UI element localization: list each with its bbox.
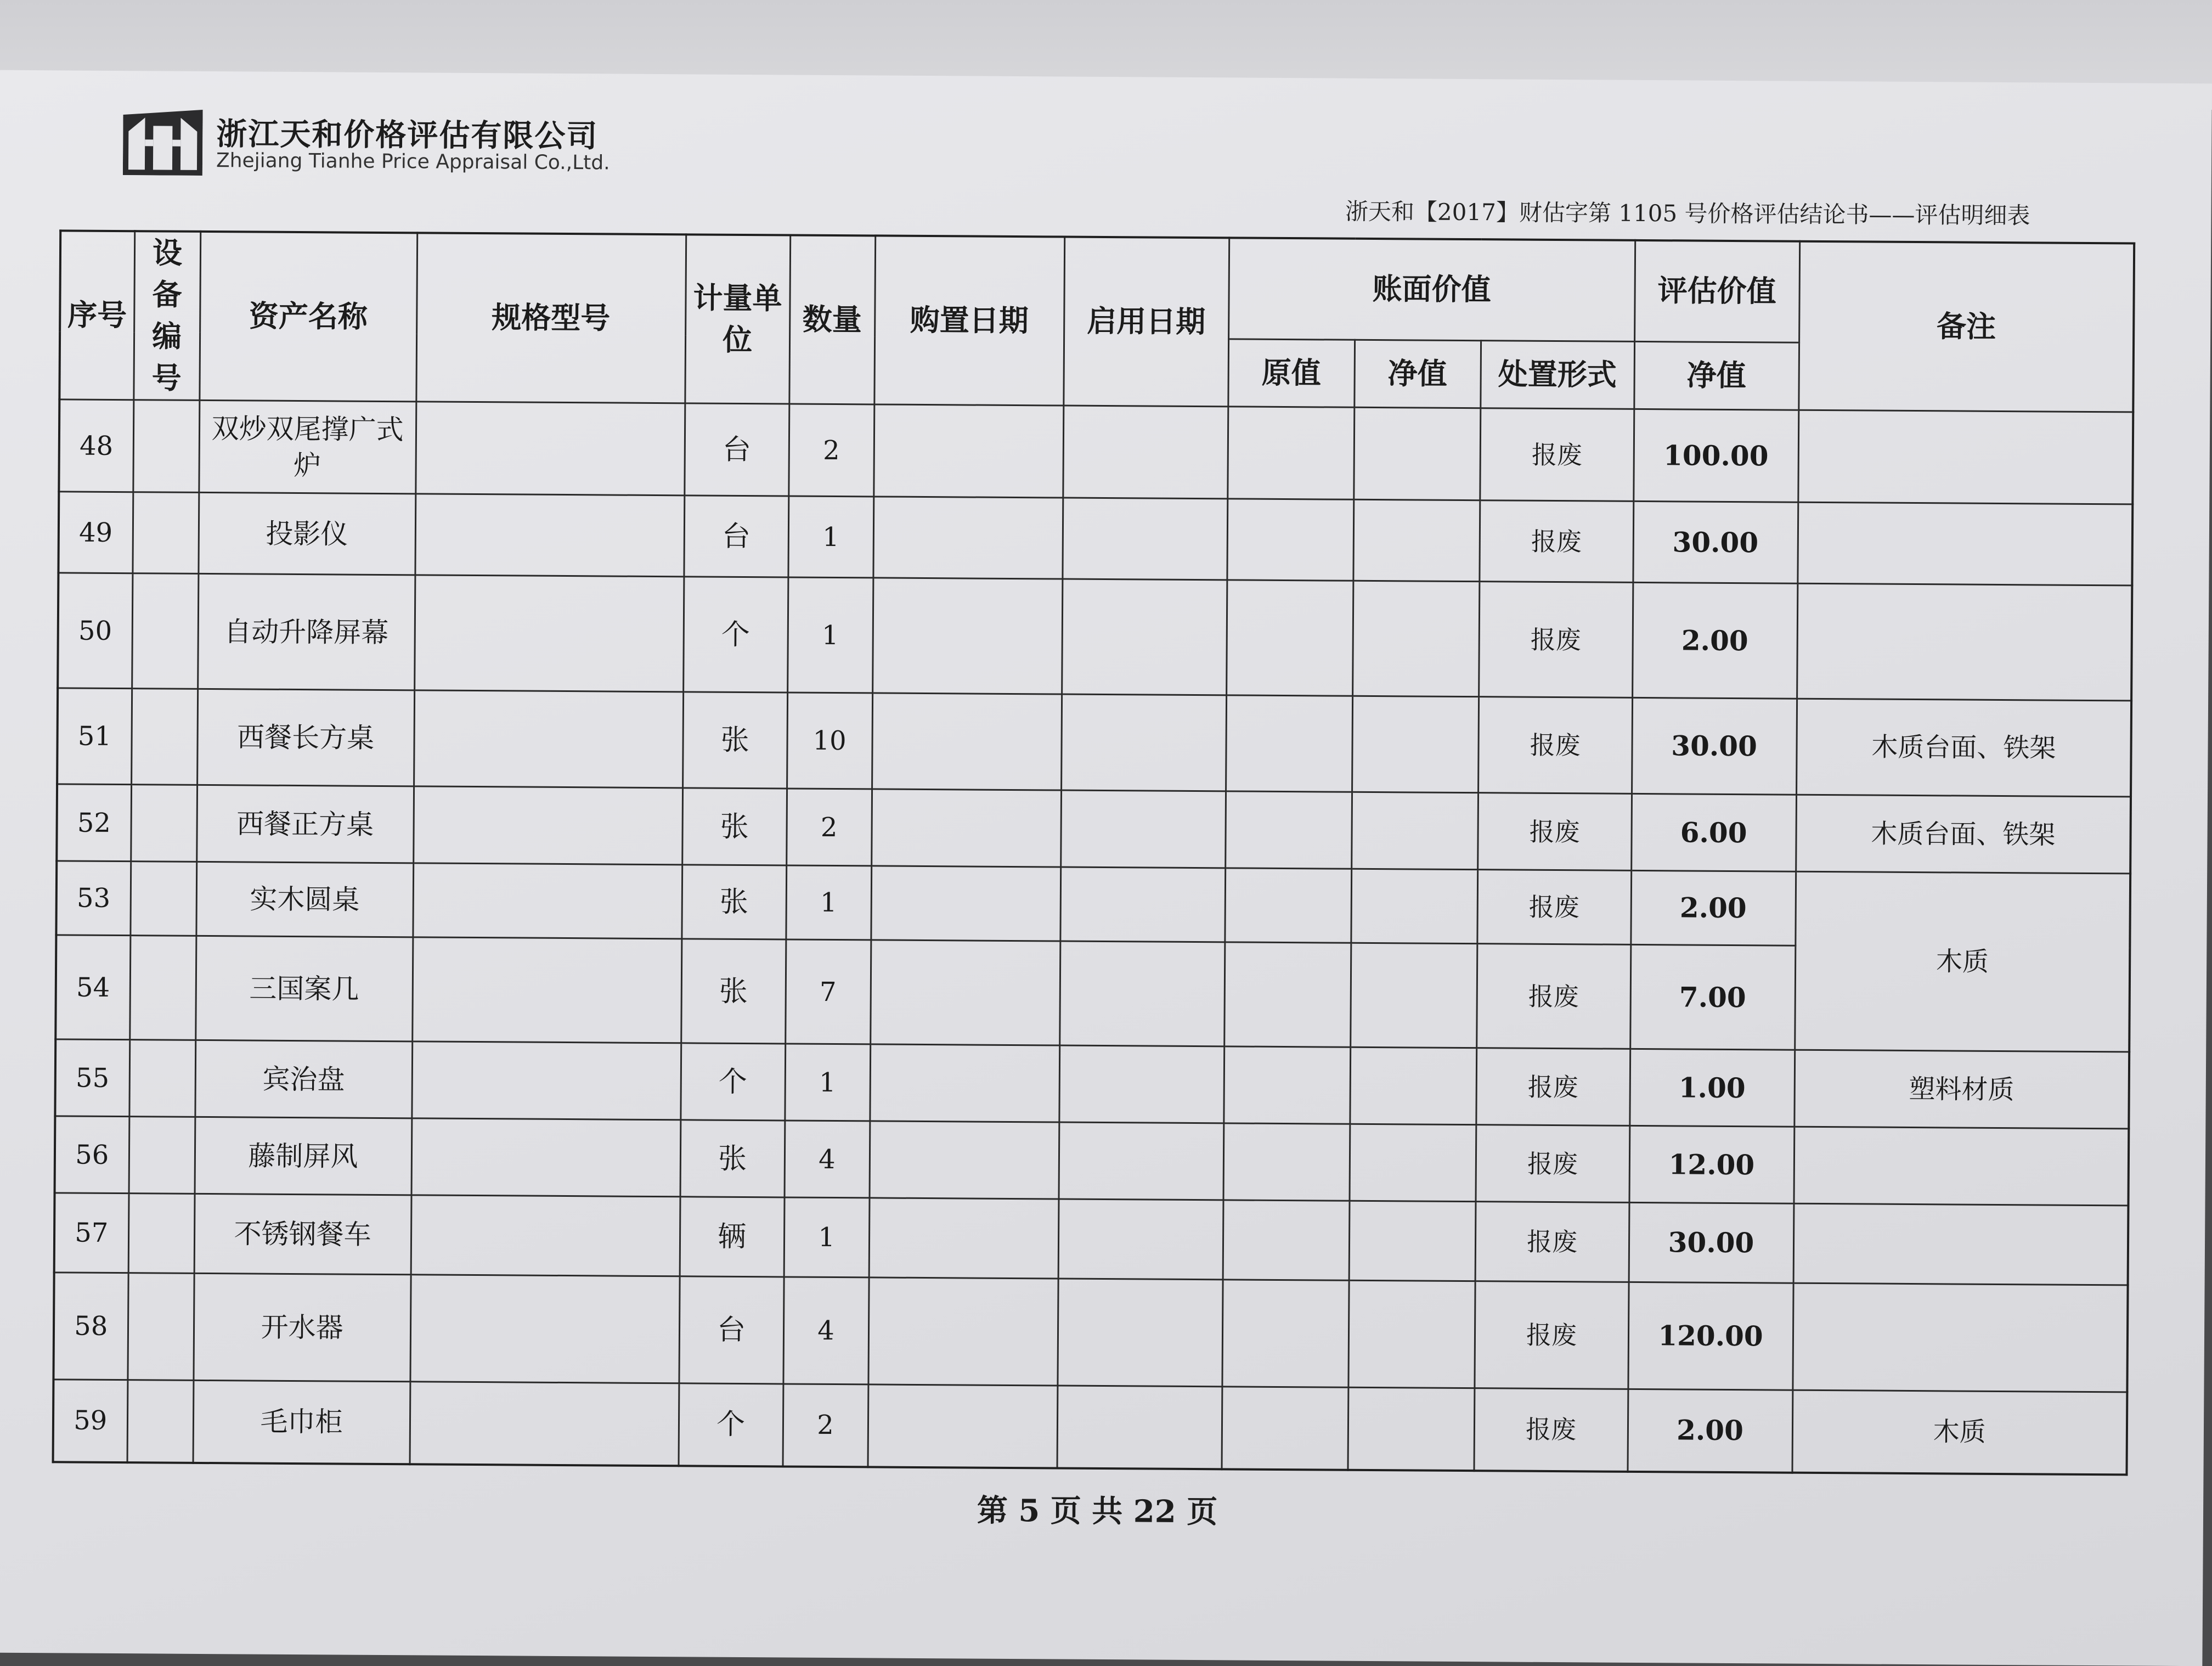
- cell-disposal: 报废: [1478, 697, 1632, 794]
- cell-unit: 台: [684, 496, 788, 577]
- cell-remark: 木质台面、铁架: [1796, 699, 2131, 797]
- col-spec: 规格型号: [416, 233, 686, 403]
- cell-original: [1222, 1280, 1348, 1387]
- cell-seq: 49: [58, 492, 133, 573]
- cell-unit: 个: [679, 1383, 783, 1466]
- cell-appraised-net: 2.00: [1627, 1389, 1792, 1472]
- cell-appraised-net: 2.00: [1632, 582, 1797, 699]
- cell-purchase-date: [870, 940, 1060, 1045]
- cell-device-no: [132, 492, 199, 574]
- cell-purchase-date: [872, 693, 1062, 790]
- cell-appraised-net: 1.00: [1629, 1049, 1795, 1127]
- table-row: [54, 1193, 2129, 1285]
- col-asset-name: 资产名称: [199, 232, 417, 402]
- cell-disposal: 报废: [1479, 582, 1633, 698]
- table-row: [56, 861, 2130, 948]
- company-logo: [123, 109, 672, 184]
- cell-seq: 53: [56, 861, 131, 936]
- cell-start-date: [1062, 498, 1227, 580]
- cell-qty: 1: [788, 496, 873, 578]
- cell-spec: [411, 1042, 681, 1120]
- cell-unit: 张: [681, 865, 786, 939]
- cell-start-date: [1058, 1199, 1223, 1280]
- cell-original: [1223, 1046, 1350, 1124]
- table-row: [58, 573, 2132, 701]
- cell-net: [1349, 1124, 1476, 1201]
- cell-net: [1350, 1047, 1476, 1124]
- cell-disposal: 报废: [1477, 870, 1631, 945]
- cell-net: [1351, 869, 1477, 943]
- cell-spec: [411, 1118, 681, 1197]
- cell-net: [1353, 407, 1480, 500]
- cell-remark: [1798, 410, 2133, 504]
- cell-seq: 58: [53, 1273, 128, 1380]
- col-original: 原值: [1228, 339, 1355, 408]
- cell-net: [1353, 499, 1480, 581]
- cell-start-date: [1059, 941, 1224, 1046]
- cell-net: [1348, 1387, 1475, 1470]
- cell-appraised-net: 100.00: [1633, 409, 1798, 502]
- cell-appraised-net: 30.00: [1632, 697, 1797, 795]
- col-appraised-value: 评估价值: [1634, 240, 1799, 342]
- cell-unit: 张: [681, 939, 786, 1044]
- col-qty: 数量: [789, 235, 875, 404]
- company-name-en: Zhejiang Tianhe Price Appraisal Co.,Ltd.: [216, 149, 610, 175]
- cell-original: [1223, 1200, 1350, 1280]
- cell-unit: 台: [679, 1276, 783, 1384]
- col-seq: 序号: [59, 230, 134, 399]
- cell-purchase-date: [873, 497, 1063, 579]
- cell-disposal: 报废: [1476, 1048, 1630, 1126]
- cell-device-no: [131, 785, 197, 862]
- cell-disposal: 报废: [1475, 1125, 1629, 1203]
- cell-start-date: [1060, 867, 1225, 942]
- cell-original: [1224, 868, 1351, 943]
- cell-spec: [414, 690, 683, 788]
- cell-appraised-net: 2.00: [1630, 870, 1796, 945]
- cell-qty: 4: [785, 1121, 870, 1198]
- cell-original: [1227, 499, 1353, 581]
- cell-net: [1351, 792, 1478, 869]
- cell-seq: 51: [57, 688, 132, 785]
- cell-qty: 10: [787, 693, 872, 789]
- cell-appraised-net: 12.00: [1629, 1125, 1794, 1203]
- cell-remark: 木质: [1795, 871, 2130, 1052]
- cell-qty: 1: [786, 865, 871, 940]
- table-row: [53, 1380, 2128, 1474]
- cell-device-no: [127, 1380, 194, 1463]
- cell-start-date: [1057, 1279, 1222, 1387]
- cell-net: [1352, 696, 1479, 792]
- cell-appraised-net: 7.00: [1630, 944, 1795, 1050]
- cell-device-no: [133, 400, 199, 493]
- cell-start-date: [1061, 694, 1226, 791]
- company-logo-icon: [123, 109, 203, 176]
- cell-seq: 52: [57, 784, 131, 862]
- col-remark: 备注: [1798, 241, 2134, 412]
- cell-purchase-date: [871, 866, 1060, 941]
- cell-original: [1223, 1123, 1350, 1201]
- cell-device-no: [128, 1194, 195, 1274]
- cell-unit: 张: [682, 788, 787, 865]
- cell-unit: 台: [684, 403, 789, 496]
- cell-spec: [411, 1195, 680, 1276]
- cell-device-no: [130, 862, 196, 936]
- cell-spec: [415, 494, 684, 577]
- cell-start-date: [1062, 579, 1227, 695]
- cell-asset-name: 不锈钢餐车: [194, 1194, 411, 1274]
- cell-disposal: 报废: [1476, 944, 1630, 1049]
- cell-seq: 56: [55, 1116, 129, 1194]
- table-row: [58, 492, 2132, 586]
- cell-spec: [410, 1382, 679, 1466]
- cell-qty: 7: [785, 939, 871, 1044]
- cell-qty: 4: [783, 1277, 868, 1384]
- cell-original: [1222, 1387, 1348, 1470]
- cell-disposal: 报废: [1474, 1388, 1628, 1472]
- cell-unit: 张: [680, 1120, 785, 1197]
- cell-unit: 个: [680, 1043, 785, 1121]
- cell-original: [1226, 695, 1352, 792]
- cell-qty: 1: [787, 577, 873, 693]
- cell-net: [1350, 943, 1477, 1048]
- cell-spec: [415, 402, 685, 496]
- cell-device-no: [132, 573, 198, 689]
- cell-disposal: 报废: [1480, 408, 1634, 502]
- cell-remark: 塑料材质: [1794, 1050, 2129, 1129]
- cell-asset-name: 开水器: [193, 1273, 410, 1381]
- cell-asset-name: 毛巾柜: [193, 1380, 410, 1464]
- cell-appraised-net: 120.00: [1628, 1282, 1793, 1390]
- cell-asset-name: 西餐长方桌: [197, 689, 414, 786]
- cell-purchase-date: [870, 1044, 1059, 1122]
- cell-net: [1349, 1201, 1476, 1281]
- cell-device-no: [129, 1117, 195, 1194]
- cell-qty: 2: [786, 789, 872, 866]
- cell-asset-name: 西餐正方桌: [196, 785, 414, 863]
- table-row: [59, 399, 2133, 504]
- cell-disposal: 报废: [1474, 1281, 1628, 1389]
- cell-appraised-net: 6.00: [1631, 793, 1796, 871]
- table-row: [57, 688, 2131, 797]
- appraisal-detail-table: [52, 229, 2136, 1476]
- cell-asset-name: 宾治盘: [195, 1040, 412, 1118]
- cell-seq: 54: [55, 935, 130, 1040]
- cell-spec: [413, 786, 682, 865]
- cell-asset-name: 自动升降屏幕: [198, 573, 415, 690]
- page-number: 第 5 页 共 22 页: [977, 1492, 1218, 1530]
- document-reference: 浙天和【2017】财估字第 1105 号价格评估结论书——评估明细表: [1345, 198, 2030, 229]
- document-page: [0, 70, 2212, 1666]
- cell-purchase-date: [868, 1277, 1058, 1386]
- table-row: [55, 1116, 2129, 1206]
- cell-qty: 1: [784, 1197, 870, 1277]
- table-row: [57, 784, 2131, 874]
- cell-purchase-date: [870, 1121, 1059, 1199]
- cell-seq: 48: [59, 399, 133, 492]
- company-name-cn: 浙江天和价格评估有限公司: [216, 116, 599, 155]
- cell-spec: [410, 1275, 679, 1383]
- cell-device-no: [129, 936, 196, 1040]
- cell-qty: 1: [785, 1044, 870, 1121]
- cell-net: [1352, 581, 1479, 696]
- col-appraised-net: 净值: [1634, 341, 1799, 410]
- cell-qty: 2: [788, 404, 874, 497]
- cell-disposal: 报废: [1479, 500, 1633, 583]
- cell-asset-name: 三国案几: [195, 936, 413, 1041]
- cell-seq: 50: [58, 573, 132, 689]
- cell-appraised-net: 30.00: [1629, 1202, 1794, 1283]
- cell-seq: 55: [55, 1039, 129, 1117]
- col-disposal: 处置形式: [1480, 340, 1634, 409]
- cell-start-date: [1063, 406, 1228, 499]
- cell-original: [1226, 580, 1353, 696]
- cell-remark: 木质: [1792, 1390, 2127, 1474]
- cell-seq: 59: [53, 1380, 128, 1462]
- cell-original: [1225, 791, 1352, 869]
- cell-remark: [1792, 1283, 2128, 1392]
- cell-unit: 辆: [680, 1197, 785, 1277]
- cell-device-no: [129, 1040, 195, 1117]
- cell-purchase-date: [872, 578, 1062, 694]
- cell-appraised-net: 30.00: [1633, 501, 1798, 583]
- cell-remark: [1797, 583, 2132, 701]
- cell-remark: [1793, 1203, 2129, 1285]
- cell-purchase-date: [871, 789, 1061, 867]
- cell-device-no: [127, 1273, 194, 1381]
- cell-original: [1224, 942, 1351, 1047]
- cell-remark: 木质台面、铁架: [1796, 795, 2131, 874]
- cell-remark: [1797, 502, 2132, 586]
- table-row: [55, 1039, 2129, 1129]
- cell-disposal: 报废: [1475, 1202, 1629, 1282]
- cell-start-date: [1059, 1045, 1224, 1123]
- cell-asset-name: 藤制屏风: [195, 1117, 412, 1195]
- table-row: [53, 1273, 2128, 1392]
- col-start-date: 启用日期: [1063, 237, 1229, 407]
- cell-original: [1227, 407, 1354, 499]
- cell-seq: 57: [54, 1193, 129, 1273]
- cell-net: [1348, 1280, 1475, 1388]
- cell-spec: [413, 863, 682, 939]
- cell-disposal: 报废: [1477, 793, 1632, 871]
- col-book-value: 账面价值: [1228, 238, 1635, 341]
- cell-spec: [412, 937, 681, 1043]
- cell-spec: [414, 575, 684, 692]
- cell-start-date: [1059, 1122, 1224, 1200]
- cell-purchase-date: [868, 1384, 1058, 1468]
- cell-remark: [1793, 1127, 2129, 1206]
- col-net: 净值: [1354, 340, 1481, 408]
- cell-start-date: [1057, 1386, 1222, 1469]
- col-unit: 计量单位: [685, 234, 790, 404]
- cell-asset-name: 实木圆桌: [196, 862, 413, 937]
- col-purchase-date: 购置日期: [874, 235, 1064, 406]
- cell-purchase-date: [869, 1198, 1059, 1279]
- cell-asset-name: 投影仪: [198, 492, 415, 575]
- cell-unit: 张: [682, 692, 787, 789]
- col-device-no: 设备编号: [133, 231, 200, 400]
- cell-start-date: [1060, 790, 1226, 868]
- cell-qty: 2: [783, 1384, 868, 1467]
- cell-device-no: [131, 689, 198, 785]
- cell-unit: 个: [683, 577, 788, 693]
- cell-asset-name: 双炒双尾撑广式炉: [199, 400, 416, 493]
- cell-purchase-date: [873, 404, 1063, 498]
- table-header-row: [60, 230, 2134, 344]
